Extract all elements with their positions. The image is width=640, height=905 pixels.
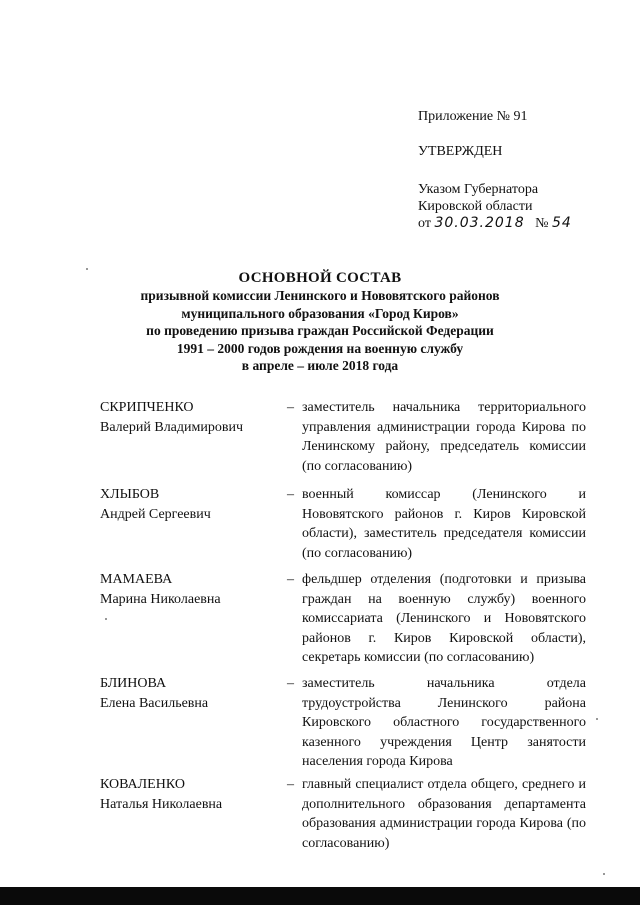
handwritten-number: 54: [551, 215, 572, 231]
scan-speck: [596, 718, 598, 720]
appendix-label: Приложение № 91: [418, 109, 528, 124]
dash-separator: –: [287, 676, 294, 691]
number-prefix: №: [535, 216, 549, 231]
scan-bottom-edge: [0, 887, 640, 905]
dash-separator: –: [287, 400, 294, 415]
member-surname: БЛИНОВА: [100, 676, 167, 691]
member-name: [100, 570, 280, 609]
title-line-3: по проведению призыва граждан Российской Федерации: [146, 323, 494, 339]
date-prefix: от: [418, 216, 431, 231]
member-surname: КОВАЛЕНКО: [100, 777, 185, 792]
member-name: [100, 674, 280, 713]
member-role: военный комиссар (Ленинского и Нововятского районов г. Киров Кировской области), заместитель председателя комиссии (по согласованию): [302, 487, 586, 561]
title-line-2: муниципального образования «Город Киров»: [181, 305, 459, 321]
approved-label: УТВЕРЖДЕН: [418, 144, 503, 159]
member-given-name: Наталья Николаевна: [100, 796, 223, 812]
scan-speck: [86, 268, 88, 270]
member-role: заместитель начальника отдела трудоустройства Ленинского района Кировского областного государственного казенного учреждения Центр занятости населения города Кирова: [302, 676, 586, 769]
member-given-name: Елена Васильевна: [100, 695, 209, 711]
member-given-name: Валерий Владимирович: [100, 419, 244, 435]
member-given-name: Андрей Сергеевич: [100, 506, 211, 522]
scan-speck: [603, 873, 605, 875]
dash-separator: –: [287, 487, 294, 502]
dash-separator: –: [287, 777, 294, 792]
member-surname: СКРИПЧЕНКО: [100, 400, 194, 415]
title-line-4: 1991 – 2000 годов рождения на военную службу: [176, 340, 464, 356]
member-given-name: Марина Николаевна: [100, 591, 221, 607]
member-surname: ХЛЫБОВ: [100, 487, 160, 502]
member-role: главный специалист отдела общего, среднего и дополнительного образования департамента образования администрации города Кирова (по согласованию): [302, 777, 586, 851]
decree-line-2: Кировской области: [418, 199, 533, 214]
document-title: [120, 269, 520, 375]
title-line-1: призывной комиссии Ленинского и Нововятского районов: [140, 288, 500, 303]
member-name: [100, 485, 280, 524]
member-name: [100, 398, 280, 437]
decree-date-line: [418, 215, 628, 232]
member-role: фельдшер отделения (подготовки и призыва граждан на военную службу) военного комиссариата (Ленинского и Нововятского районов г. Киров Кировской области), секретарь комиссии (по согласованию): [302, 572, 586, 665]
member-surname: МАМАЕВА: [100, 572, 173, 587]
dash-separator: –: [287, 572, 294, 587]
approval-block: [418, 108, 628, 232]
handwritten-date: 30.03.2018: [434, 215, 525, 231]
scan-speck: [105, 618, 107, 620]
decree-line-1: Указом Губернатора: [418, 182, 539, 197]
title-line-5: в апреле – июле 2018 года: [241, 358, 399, 374]
title-heading: ОСНОВНОЙ СОСТАВ: [238, 270, 402, 286]
member-role: заместитель начальника территориального управления администрации города Кирова по Ленинскому району, председатель комиссии (по согласованию): [302, 400, 586, 474]
member-name: [100, 775, 280, 814]
